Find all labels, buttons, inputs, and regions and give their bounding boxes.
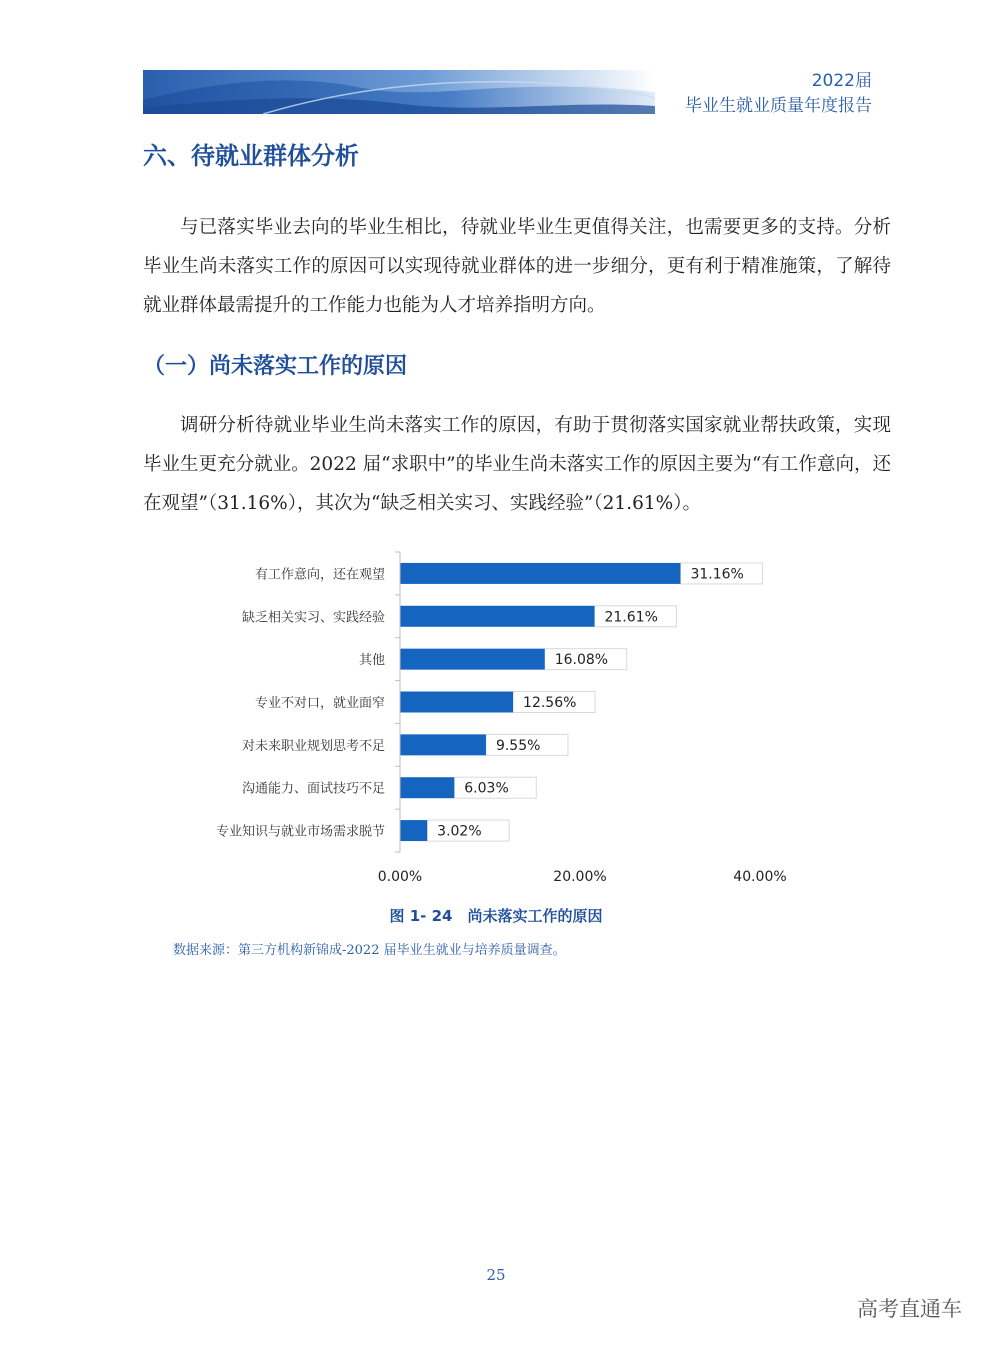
page-number: 25 [486, 1266, 506, 1284]
bar-value-label: 12.56% [523, 695, 577, 711]
bar [400, 563, 680, 584]
bar [400, 820, 427, 841]
data-source-note: 数据来源：第三方机构新锦成-2022 届毕业生就业与培养质量调查。 [173, 943, 566, 958]
header-banner [143, 70, 655, 114]
x-tick-label: 20.00% [553, 869, 607, 885]
bar-value-label: 9.55% [495, 737, 541, 754]
bar-value-label: 16.08% [554, 652, 609, 669]
category-label: 专业知识与就业市场需求脱节 [215, 824, 385, 840]
subsection-body-paragraph: 调研分析待就业毕业生尚未落实工作的原因，有助于贯彻落实国家就业帮扶政策，实现毕业生更充分就业。2022 届“求职中”的毕业生尚未落实工作的原因主要为“有工作意向，还在观望”（31.16%），其次为“缺乏相关实习、实践经验”（21.61%）。 [143, 415, 891, 514]
figure-caption: 图 1- 24 尚未落实工作的原因 [389, 907, 603, 925]
category-label: 对未来职业规划思考不足 [241, 738, 385, 754]
report-title: 毕业生就业质量年度报告 [685, 96, 872, 116]
bar-chart [0, 540, 992, 900]
section-intro-paragraph: 与已落实毕业去向的毕业生相比，待就业毕业生更值得关注，也需要更多的支持。分析毕业生尚未落实工作的原因可以实现待就业群体的进一步细分，更有利于精准施策，了解待就业群体最需提升的工作能力也能为人才培养指明方向。 [143, 217, 891, 316]
category-label: 专业不对口，就业面窄 [254, 696, 385, 711]
category-label: 沟通能力、面试技巧不足 [241, 781, 385, 797]
bar-value-label: 21.61% [604, 609, 658, 626]
bar-value-label: 3.02% [437, 823, 482, 840]
bar-value-label: 31.16% [690, 566, 744, 583]
watermark-text: 高考直通车 [857, 1297, 962, 1321]
bar [400, 734, 486, 755]
category-label: 其他 [358, 653, 385, 669]
bar [400, 606, 594, 627]
bar [400, 777, 454, 798]
category-label: 有工作意向，还在观望 [254, 567, 385, 583]
section-title: 六、待就业群体分析 [143, 142, 359, 170]
subsection-title: （一）尚未落实工作的原因 [143, 354, 408, 379]
report-header [685, 70, 872, 118]
bar-value-label: 6.03% [464, 780, 509, 797]
bar [400, 692, 513, 713]
bar [400, 649, 545, 670]
x-tick-label: 40.00% [733, 869, 787, 885]
x-tick-label: 0.00% [377, 869, 423, 885]
report-year: 2022届 [811, 71, 872, 91]
category-label: 缺乏相关实习、实践经验 [241, 610, 385, 626]
